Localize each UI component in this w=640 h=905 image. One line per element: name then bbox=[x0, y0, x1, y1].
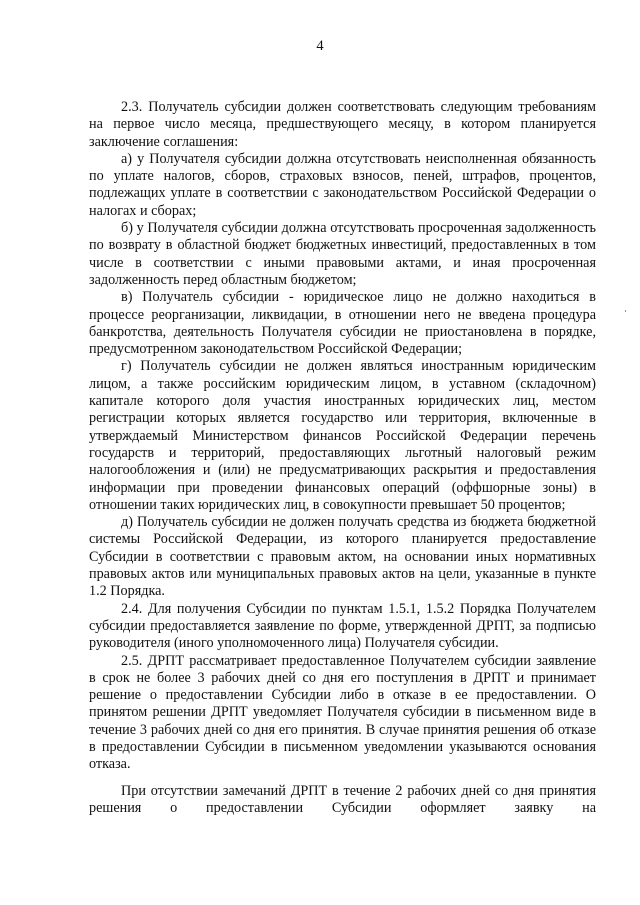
paragraph-2-5: 2.5. ДРПТ рассматривает предоставленное Получателем субсидии заявление в срок не более 3 рабочих дней со дня его поступления в ДРПТ и принимает решение о предоставлении Субсидии либо в отказе в ее предоставлении. О принятом решении ДРПТ уведомляет Получателя субсидии в письменном виде в течение 3 рабочих дней со дня его принятия. В случае принятия решения об отказе в предоставлении Субсидии в письменном уведомлении указываются основания отказа. bbox=[89, 652, 596, 773]
paragraph-2-3-b: б) у Получателя субсидии должна отсутствовать просроченная задолженность по возврату в областной бюджет бюджетных инвестиций, предоставленных в том числе в соответствии с иными правовыми актами, и иная просроченная задолженность перед областным бюджетом; bbox=[89, 220, 596, 288]
paragraph-continuation: При отсутствии замечаний ДРПТ в течение 2 рабочих дней со дня принятия решения о предоставлении Субсидии оформляет заявку на bbox=[89, 782, 596, 816]
paragraph-2-3: 2.3. Получатель субсидии должен соответствовать следующим требованиям на первое число месяца, предшествующего месяцу, в котором планируется заключение соглашения: bbox=[89, 99, 596, 150]
paragraph-2-4: 2.4. Для получения Субсидии по пунктам 1.5.1, 1.5.2 Порядка Получателем субсидии предоставляется заявление по форме, утвержденной ДРПТ, за подписью руководителя (иного уполномоченного лица) Получателя субсидии. bbox=[89, 600, 596, 652]
paragraph-2-3-d: д) Получатель субсидии не должен получать средства из бюджета бюджетной системы Российской Федерации, из которого планируется предоставление Субсидии в соответствии с правовым актом, на основании иных нормативных правовых актов или муниципальных правовых актов на цели, указанные в пункте 1.2 Порядка. bbox=[89, 514, 596, 600]
scan-mark bbox=[625, 310, 626, 312]
paragraph-2-3-g: г) Получатель субсидии не должен являться иностранным юридическим лицом, а также российским юридическим лицом, в уставном (складочном) капитале которого доля участия иностранных юридических лиц, местом регистрации которых является государство или территория, включенные в утверждаемый Министерством финансов Российской Федерации перечень государств и территорий, предоставляющих льготный налоговый режим налогообложения и (или) не предусматривающих раскрытия и предоставления информации при проведении финансовых операций (оффшорные зоны) в отношении таких юридических лиц, в совокупности превышает 50 процентов; bbox=[89, 358, 596, 513]
paragraph-2-3-a: а) у Получателя субсидии должна отсутствовать неисполненная обязанность по уплате налогов, сборов, страховых взносов, пеней, штрафов, процентов, подлежащих уплате в соответствии с законодательством Российской Федерации о налогах и сборах; bbox=[89, 150, 596, 219]
page-number: 4 bbox=[316, 38, 324, 54]
paragraph-2-3-v: в) Получатель субсидии - юридическое лицо не должно находиться в процессе реорганизации, ликвидации, в отношении него не введена процедура банкротства, деятельность Получателя субсидии не приостановлена в порядке, предусмотренном законодательством Российской Федерации; bbox=[89, 289, 596, 358]
document-body bbox=[89, 99, 596, 817]
